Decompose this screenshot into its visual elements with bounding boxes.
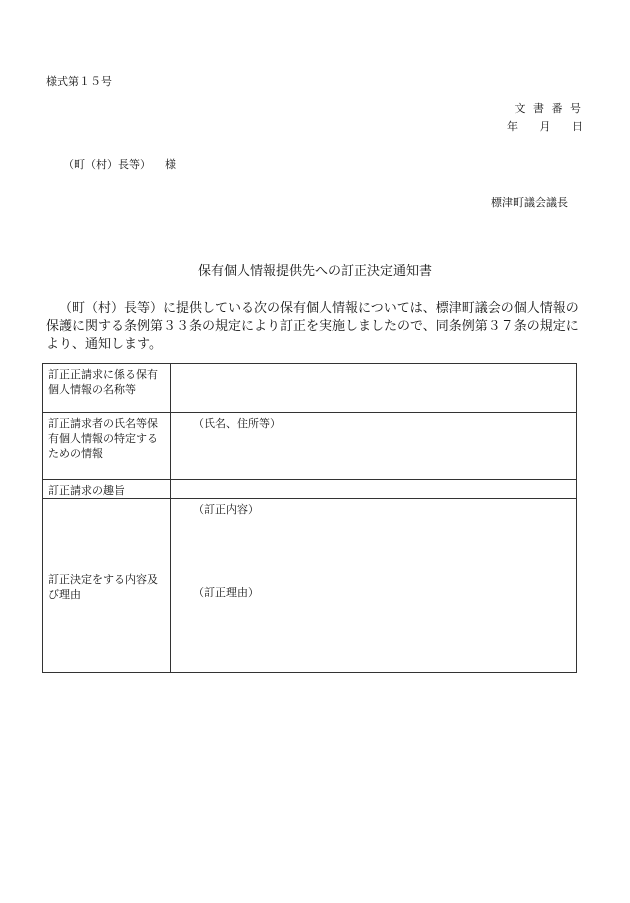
correction-content-label: （訂正内容） [193,503,259,516]
table-row [43,364,577,413]
table-row [43,413,577,480]
row-value-field[interactable] [171,480,577,499]
row-label: 訂正正請求に係る保有個人情報の名称等 [43,364,171,413]
document-number: 文 書 番 号 [514,102,583,115]
row-value-field[interactable]: （氏名、住所等） [171,413,577,480]
date-line [507,118,583,134]
row-label: 訂正決定をする内容及び理由 [43,499,171,673]
date-year: 年 [507,120,518,133]
body-text: （町（村）長等）に提供している次の保有個人情報については、標津町議会の個人情報の保護に関する条例第３３条の規定により訂正を実施しましたので、同条例第３７条の規定により、通知します。 [46,301,579,352]
addressee-name: （町（村）長等） [63,158,151,171]
date-month: 月 [539,120,551,133]
form-table [42,363,577,673]
addressee-honorific: 様 [165,158,176,171]
form-number: 様式第１５号 [46,75,112,88]
table-row [43,480,577,499]
document-title: 保有個人情報提供先への訂正決定通知書 [197,264,432,279]
row-label: 訂正請求の趣旨 [43,480,171,499]
row-value-field[interactable] [171,364,577,413]
row-label: 訂正請求者の氏名等保有個人情報の特定するための情報 [43,413,171,480]
date-day: 日 [572,120,583,133]
sender-name: 標津町議会議長 [491,196,568,209]
table-row [43,499,577,673]
addressee [63,156,176,172]
row-value-field[interactable] [171,499,577,673]
correction-reason-label: （訂正理由） [193,586,259,599]
